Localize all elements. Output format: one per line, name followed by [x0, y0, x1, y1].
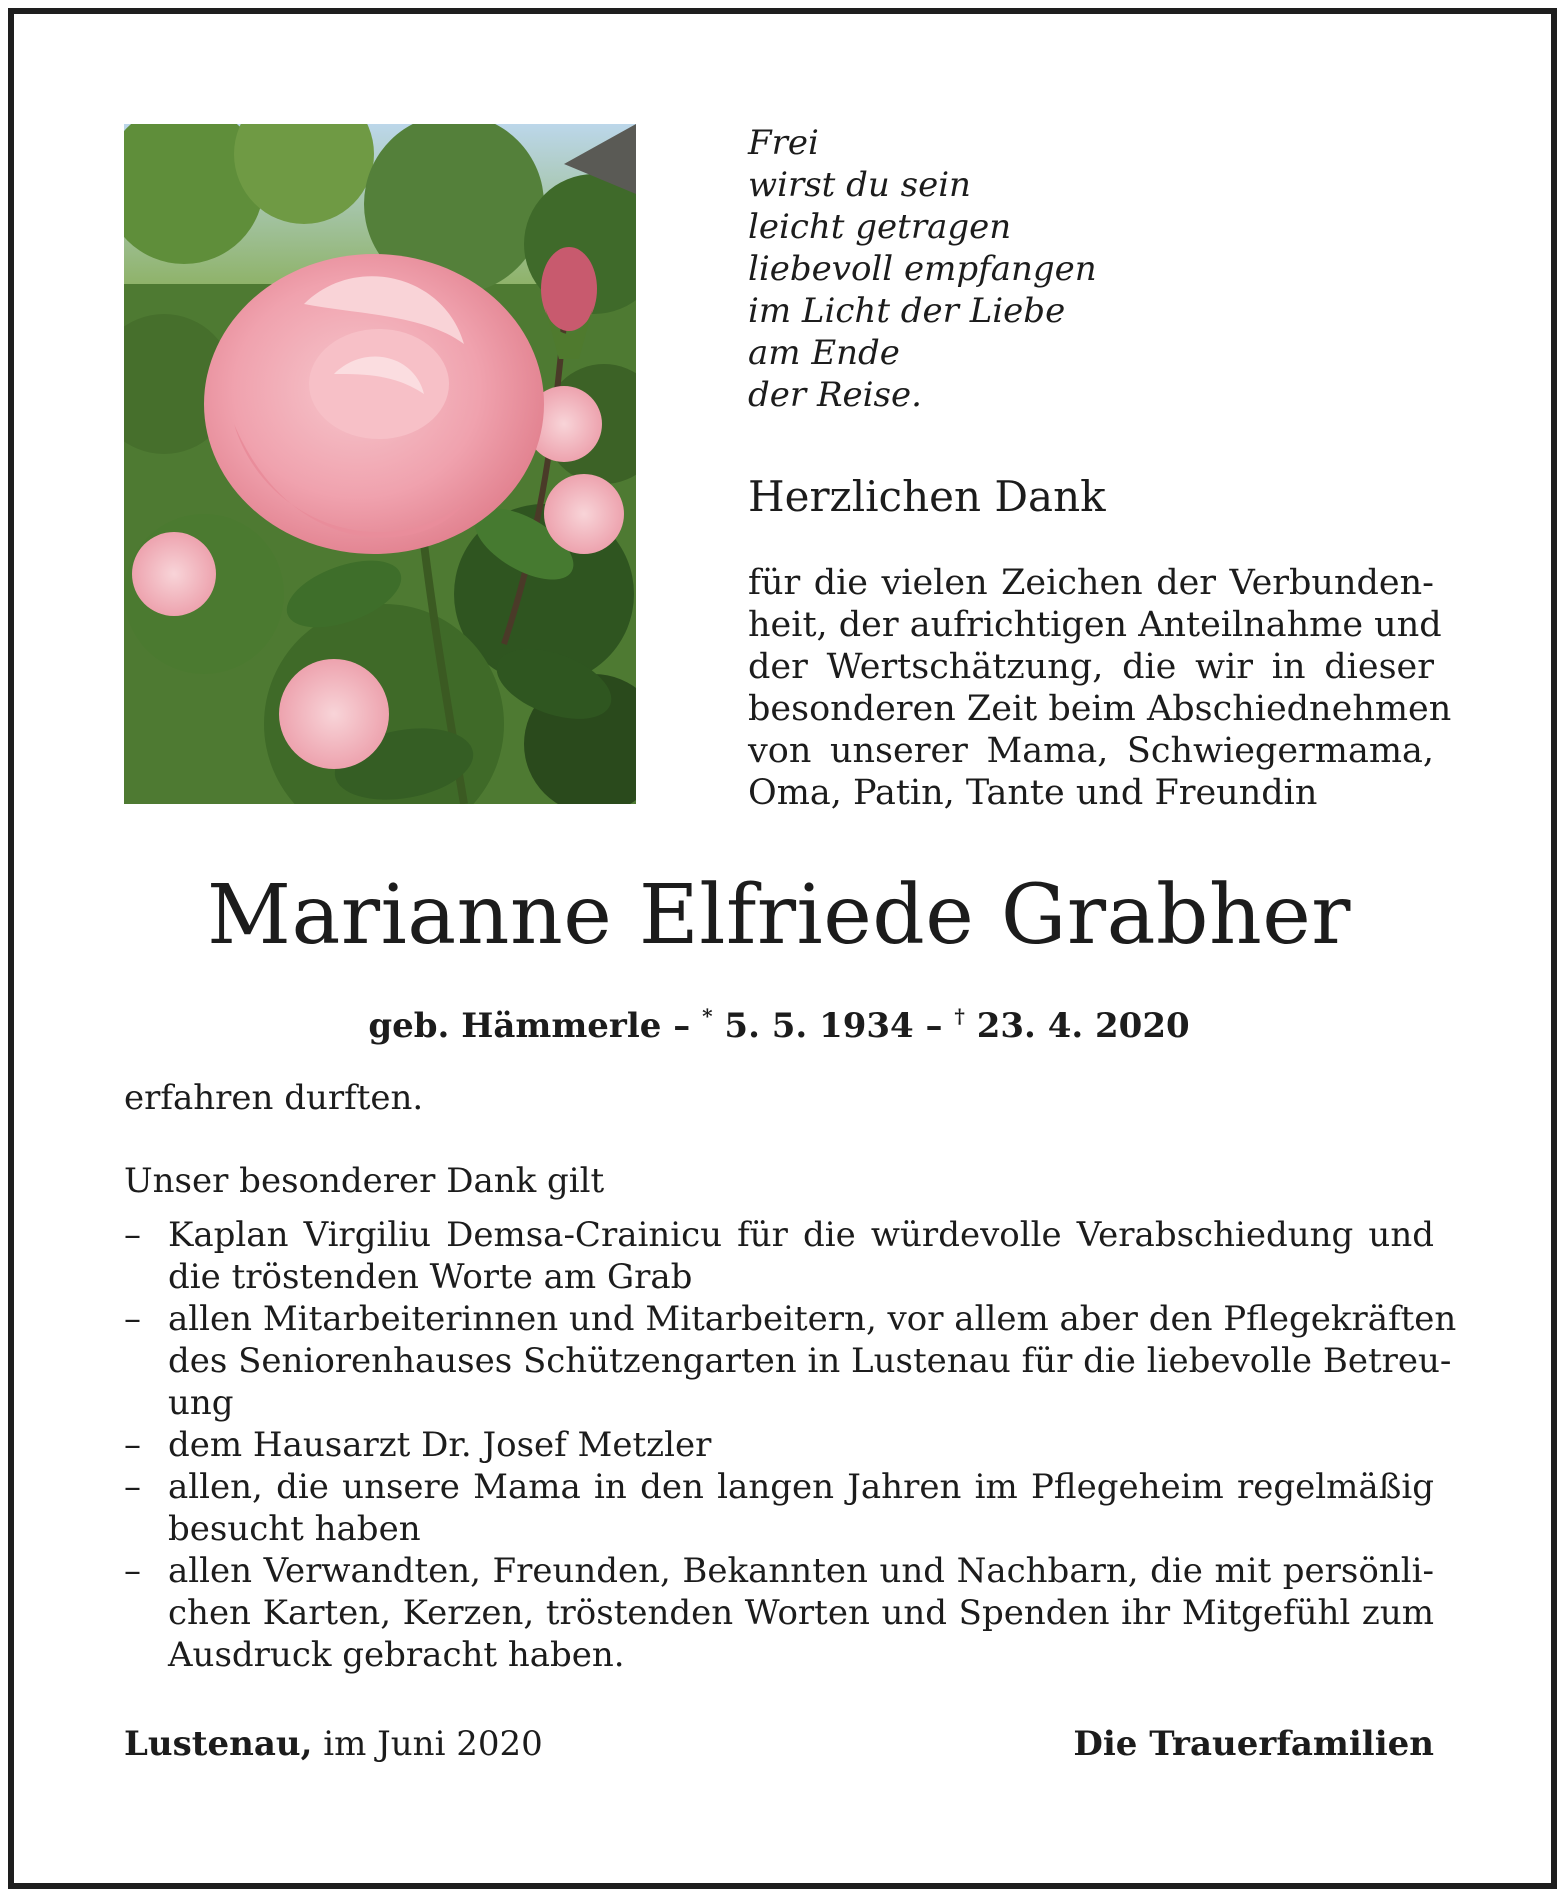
list-item-line: allen, die unsere Mama in den langen Jahren im Pflegeheim regelmäßig — [168, 1467, 1434, 1507]
poem-line: Frei — [748, 123, 819, 163]
intro-paragraph — [748, 562, 1452, 814]
date: im Juni 2020 — [312, 1724, 543, 1764]
list-item-line: allen Mitarbeiterinnen und Mitarbeitern, vor allem aber den Pflegekräften — [168, 1299, 1457, 1339]
intro-line: für die vielen Zeichen der Verbunden- — [748, 563, 1434, 603]
signature: Die Trauerfamilien — [1073, 1724, 1434, 1764]
dash: – — [124, 1551, 141, 1591]
list-item — [124, 1466, 1434, 1550]
separator: – — [913, 1006, 955, 1046]
separator: – — [661, 1006, 703, 1046]
intro-line: von unserer Mama, Schwiegermama, — [748, 731, 1434, 771]
list-item-line: dem Hausarzt Dr. Josef Metzler — [168, 1425, 712, 1465]
poem-line: liebevoll empfangen — [748, 249, 1097, 289]
dash: – — [124, 1215, 141, 1255]
list-item — [124, 1424, 1434, 1466]
intro-line: der Wertschätzung, die wir in dieser — [748, 647, 1434, 687]
list-item-line: die tröstenden Worte am Grab — [168, 1257, 693, 1297]
list-item-line: allen Verwandten, Freunden, Bekannten und Nachbarn, die mit persönli- — [168, 1551, 1434, 1591]
place: Lustenau, — [124, 1724, 313, 1764]
poem — [748, 122, 1097, 416]
deceased-name: Marianne Elfriede Grabher — [207, 868, 1351, 963]
list-item-line: besucht haben — [168, 1509, 421, 1549]
intro-line: heit, der aufrichtigen Anteilnahme und — [748, 605, 1442, 645]
dash: – — [124, 1425, 141, 1465]
rose-photo — [124, 124, 636, 804]
dash: – — [124, 1299, 141, 1339]
list-item-line: ung — [168, 1383, 234, 1423]
continuation-text: erfahren durften. — [124, 1078, 424, 1118]
list-item — [124, 1214, 1434, 1298]
born-symbol: * — [702, 1004, 713, 1028]
place-date — [124, 1722, 543, 1766]
poem-line: am Ende — [748, 333, 900, 373]
death-date: 23. 4. 2020 — [976, 1006, 1190, 1046]
poem-line: wirst du sein — [748, 165, 971, 205]
poem-line: leicht getragen — [748, 207, 1012, 247]
died-symbol: † — [954, 1004, 965, 1028]
thanks-list — [124, 1214, 1457, 1676]
intro-line: besonderen Zeit beim Abschiednehmen — [748, 689, 1452, 729]
poem-line: der Reise. — [748, 375, 922, 415]
list-item — [124, 1298, 1457, 1424]
life-dates — [124, 994, 1434, 1048]
list-item-line: Kaplan Virgiliu Demsa-Crainicu für die würdevolle Verabschiedung und — [168, 1215, 1434, 1255]
list-item-line: des Seniorenhauses Schützengarten in Lustenau für die liebevolle Betreu- — [168, 1341, 1452, 1381]
list-item — [124, 1550, 1434, 1676]
poem-line: im Licht der Liebe — [748, 291, 1066, 331]
dash: – — [124, 1467, 141, 1507]
thanks-intro: Unser besonderer Dank gilt — [124, 1161, 605, 1201]
birth-name: geb. Hämmerle — [368, 1006, 662, 1046]
birth-date: 5. 5. 1934 — [724, 1006, 914, 1046]
thanks-heading: Herzlichen Dank — [748, 472, 1106, 521]
intro-line: Oma, Patin, Tante und Freundin — [748, 773, 1318, 813]
list-item-line: Ausdruck gebracht haben. — [168, 1635, 625, 1675]
list-item-line: chen Karten, Kerzen, tröstenden Worten und Spenden ihr Mitgefühl zum — [168, 1593, 1434, 1633]
